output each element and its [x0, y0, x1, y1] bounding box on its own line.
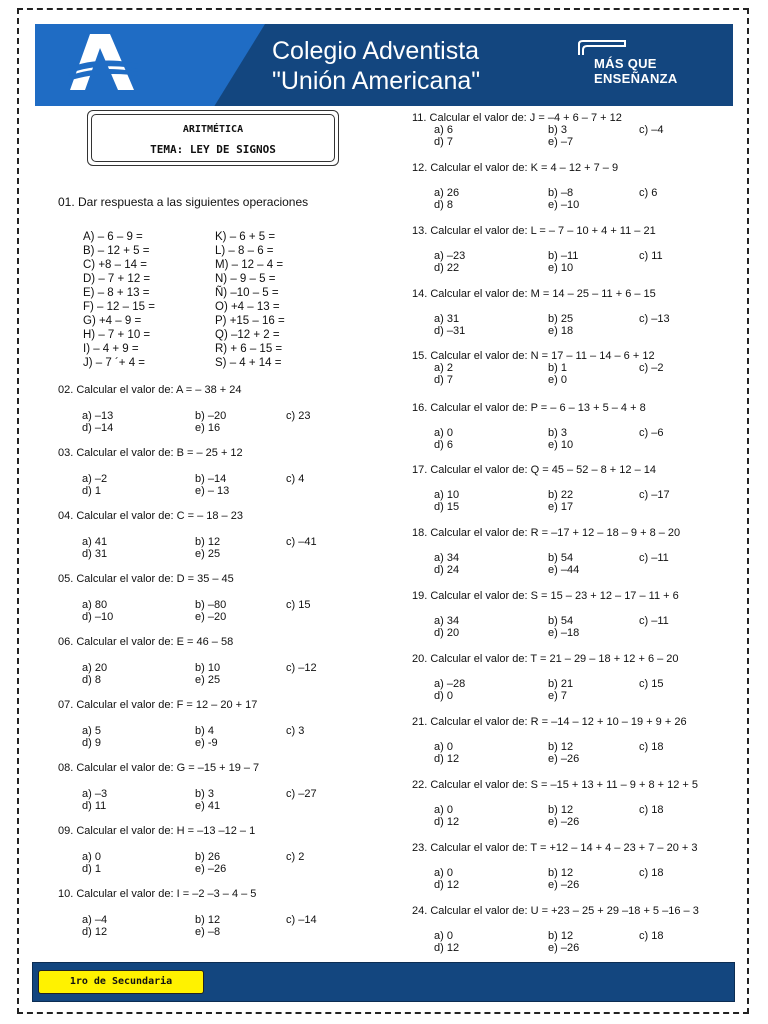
slogan	[594, 56, 678, 86]
answer-option: a) 31	[434, 313, 460, 325]
operation-item: D) – 7 + 12 =	[83, 273, 151, 285]
answer-option: b) 26	[195, 851, 221, 863]
answer-option: b) –14	[195, 473, 227, 485]
answer-option: e) –26	[548, 942, 580, 954]
answer-option: e) 7	[548, 690, 567, 702]
question-prompt: 19. Calcular el valor de: S = 15 – 23 + 12 – 17 – 11 + 6	[412, 590, 679, 602]
answer-option: b) 54	[548, 615, 574, 627]
answer-option: b) 10	[195, 662, 221, 674]
answer-option: e) 25	[195, 548, 221, 560]
answer-option: c) –11	[639, 552, 669, 564]
answer-option: a) 41	[82, 536, 108, 548]
answer-option: e) –26	[548, 879, 580, 891]
question-prompt: 17. Calcular el valor de: Q = 45 – 52 – 8 + 12 – 14	[412, 464, 656, 476]
answer-option: e) 0	[548, 374, 567, 386]
operation-item: O) +4 – 13 =	[215, 301, 280, 313]
answer-option: c) 18	[639, 867, 664, 879]
answer-option: d) 0	[434, 690, 453, 702]
answer-option: b) 12	[548, 804, 574, 816]
answer-option: c) 23	[286, 410, 311, 422]
operation-item: Ñ) –10 – 5 =	[215, 287, 279, 299]
answer-option: c) 15	[639, 678, 664, 690]
question-prompt: 18. Calcular el valor de: R = –17 + 12 – 18 – 9 + 8 – 20	[412, 527, 681, 539]
answer-option: c) –4	[639, 124, 664, 136]
answer-option: e) 18	[548, 325, 574, 337]
answer-option: d) –14	[82, 422, 114, 434]
school-logo-icon	[68, 34, 138, 92]
answer-option: b) 54	[548, 552, 574, 564]
answer-option: c) 18	[639, 930, 664, 942]
question-prompt: 08. Calcular el valor de: G = –15 + 19 – 7	[58, 762, 260, 774]
grade-label: 1ro de Secundaria	[38, 970, 204, 994]
topic-title: TEMA: LEY DE SIGNOS	[150, 143, 276, 156]
question-prompt: 16. Calcular el valor de: P = – 6 – 13 + 5 – 4 + 8	[412, 402, 646, 414]
answer-option: c) –27	[286, 788, 317, 800]
operation-item: H) – 7 + 10 =	[83, 329, 151, 341]
answer-option: d) –10	[82, 611, 114, 623]
answer-option: d) 8	[82, 674, 101, 686]
question-prompt: 09. Calcular el valor de: H = –13 –12 – 1	[58, 825, 256, 837]
answer-option: c) 18	[639, 804, 664, 816]
answer-option: b) 12	[195, 914, 221, 926]
answer-option: d) 6	[434, 439, 453, 451]
question-prompt: 05. Calcular el valor de: D = 35 – 45	[58, 573, 234, 585]
answer-option: b) 12	[195, 536, 221, 548]
operation-item: M) – 12 – 4 =	[215, 259, 284, 271]
answer-option: b) 22	[548, 489, 574, 501]
answer-option: a) –3	[82, 788, 108, 800]
answer-option: e) –26	[195, 863, 227, 875]
answer-option: e) –26	[548, 753, 580, 765]
answer-option: a) 26	[434, 187, 460, 199]
answer-option: d) 8	[434, 199, 453, 211]
operation-item: Q) –12 + 2 =	[215, 329, 280, 341]
operation-item: P) +15 – 16 =	[215, 315, 285, 327]
subject-title: ARITMÉTICA	[182, 124, 244, 135]
answer-option: b) 21	[548, 678, 574, 690]
question-prompt: 13. Calcular el valor de: L = – 7 – 10 + 4 + 11 – 21	[412, 225, 656, 237]
question-prompt: 03. Calcular el valor de: B = – 25 + 12	[58, 447, 243, 459]
answer-option: c) –2	[639, 362, 664, 374]
answer-option: c) –12	[286, 662, 317, 674]
operation-item: C) +8 – 14 =	[83, 259, 147, 271]
question-prompt: 11. Calcular el valor de: J = –4 + 6 – 7 + 12	[412, 112, 622, 124]
question-prompt: 04. Calcular el valor de: C = – 18 – 23	[58, 510, 243, 522]
operation-item: S) – 4 + 14 =	[215, 357, 282, 369]
answer-option: e) –10	[548, 199, 580, 211]
answer-option: b) –8	[548, 187, 574, 199]
answer-option: d) 22	[434, 262, 460, 274]
answer-option: c) 4	[286, 473, 305, 485]
book-icon	[577, 40, 627, 56]
answer-option: a) 0	[434, 930, 453, 942]
answer-option: d) 31	[82, 548, 108, 560]
answer-option: e) –7	[548, 136, 574, 148]
question-prompt: 23. Calcular el valor de: T = +12 – 14 + 4 – 23 + 7 – 20 + 3	[412, 842, 698, 854]
answer-option: b) 1	[548, 362, 567, 374]
answer-option: d) 12	[434, 816, 460, 828]
answer-option: e) –44	[548, 564, 580, 576]
question-prompt: 07. Calcular el valor de: F = 12 – 20 + 17	[58, 699, 258, 711]
operation-item: G) +4 – 9 =	[83, 315, 142, 327]
operation-item: L) – 8 – 6 =	[215, 245, 274, 257]
answer-option: d) 7	[434, 136, 453, 148]
answer-option: c) –41	[286, 536, 317, 548]
operation-item: A) – 6 – 9 =	[83, 231, 143, 243]
slogan-line2: ENSEÑANZA	[594, 71, 678, 86]
answer-option: e) –26	[548, 816, 580, 828]
answer-option: b) 3	[195, 788, 214, 800]
answer-option: c) –14	[286, 914, 317, 926]
answer-option: c) 6	[639, 187, 658, 199]
operation-item: K) – 6 + 5 =	[215, 231, 276, 243]
answer-option: b) 3	[548, 427, 567, 439]
answer-option: c) 15	[286, 599, 311, 611]
answer-option: b) –20	[195, 410, 227, 422]
school-name-line2: "Unión Americana"	[272, 67, 481, 95]
answer-option: e) 16	[195, 422, 221, 434]
operation-item: B) – 12 + 5 =	[83, 245, 150, 257]
answer-option: d) 15	[434, 501, 460, 513]
answer-option: d) 12	[434, 753, 460, 765]
answer-option: c) –11	[639, 615, 669, 627]
answer-option: a) –2	[82, 473, 108, 485]
answer-option: b) 25	[548, 313, 574, 325]
question-01-prompt: 01. Dar respuesta a las siguientes operaciones	[58, 195, 309, 209]
answer-option: e) –18	[548, 627, 580, 639]
answer-option: a) 5	[82, 725, 101, 737]
answer-option: a) 2	[434, 362, 453, 374]
answer-option: d) 7	[434, 374, 453, 386]
question-prompt: 21. Calcular el valor de: R = –14 – 12 + 10 – 19 + 9 + 26	[412, 716, 687, 728]
answer-option: a) –28	[434, 678, 466, 690]
question-prompt: 22. Calcular el valor de: S = –15 + 13 + 11 – 9 + 8 + 12 + 5	[412, 779, 698, 791]
question-prompt: 24. Calcular el valor de: U = +23 – 25 + 29 –18 + 5 –16 – 3	[412, 905, 699, 917]
answer-option: a) 0	[434, 427, 453, 439]
answer-option: c) 18	[639, 741, 664, 753]
answer-option: d) 1	[82, 863, 101, 875]
answer-option: c) 2	[286, 851, 305, 863]
answer-option: d) 12	[434, 879, 460, 891]
answer-option: b) 3	[548, 124, 567, 136]
answer-option: d) 24	[434, 564, 460, 576]
answer-option: b) 4	[195, 725, 214, 737]
school-name	[272, 36, 480, 96]
topic-box-inner	[91, 114, 335, 162]
answer-option: a) 0	[434, 741, 453, 753]
operation-item: N) – 9 – 5 =	[215, 273, 276, 285]
answer-option: a) 0	[434, 804, 453, 816]
answer-option: a) –4	[82, 914, 108, 926]
answer-option: a) 80	[82, 599, 108, 611]
answer-option: a) 0	[434, 867, 453, 879]
question-prompt: 12. Calcular el valor de: K = 4 – 12 + 7 – 9	[412, 162, 619, 174]
answer-option: e) 17	[548, 501, 574, 513]
answer-option: e) 41	[195, 800, 221, 812]
answer-option: e) 10	[548, 439, 574, 451]
answer-option: c) –17	[639, 489, 670, 501]
answer-option: a) 6	[434, 124, 453, 136]
question-prompt: 20. Calcular el valor de: T = 21 – 29 – 18 + 12 + 6 – 20	[412, 653, 679, 665]
question-prompt: 02. Calcular el valor de: A = – 38 + 24	[58, 384, 242, 396]
answer-option: c) –6	[639, 427, 664, 439]
answer-option: a) –13	[82, 410, 114, 422]
question-prompt: 06. Calcular el valor de: E = 46 – 58	[58, 636, 234, 648]
answer-option: d) 20	[434, 627, 460, 639]
operation-item: E) – 8 + 13 =	[83, 287, 150, 299]
answer-option: e) -9	[195, 737, 218, 749]
answer-option: a) 34	[434, 615, 460, 627]
answer-option: e) –8	[195, 926, 221, 938]
answer-option: c) –13	[639, 313, 670, 325]
question-prompt: 10. Calcular el valor de: I = –2 –3 – 4 – 5	[58, 888, 257, 900]
answer-option: d) 12	[82, 926, 108, 938]
answer-option: d) 9	[82, 737, 101, 749]
answer-option: d) 1	[82, 485, 101, 497]
topic-box	[87, 110, 339, 166]
answer-option: d) 11	[82, 800, 107, 812]
answer-option: a) 0	[82, 851, 101, 863]
answer-option: a) 10	[434, 489, 460, 501]
question-prompt: 15. Calcular el valor de: N = 17 – 11 – 14 – 6 + 12	[412, 350, 655, 362]
answer-option: a) –23	[434, 250, 466, 262]
operation-item: J) – 7 ´+ 4 =	[83, 357, 146, 369]
answer-option: b) 12	[548, 867, 574, 879]
answer-option: b) –80	[195, 599, 227, 611]
operation-item: F) – 12 – 15 =	[83, 301, 155, 313]
answer-option: b) 12	[548, 741, 574, 753]
answer-option: a) 20	[82, 662, 108, 674]
answer-option: e) 10	[548, 262, 574, 274]
answer-option: b) 12	[548, 930, 574, 942]
answer-option: c) 11	[639, 250, 663, 262]
operation-item: I) – 4 + 9 =	[83, 343, 139, 355]
answer-option: e) –20	[195, 611, 227, 623]
operation-item: R) + 6 – 15 =	[215, 343, 283, 355]
answer-option: e) – 13	[195, 485, 230, 497]
answer-option: b) –11	[548, 250, 579, 262]
answer-option: c) 3	[286, 725, 305, 737]
question-prompt: 14. Calcular el valor de: M = 14 – 25 – 11 + 6 – 15	[412, 288, 656, 300]
slogan-line1: MÁS QUE	[594, 56, 657, 71]
answer-option: d) –31	[434, 325, 466, 337]
school-name-line1: Colegio Adventista	[272, 37, 480, 65]
answer-option: a) 34	[434, 552, 460, 564]
answer-option: e) 25	[195, 674, 221, 686]
answer-option: d) 12	[434, 942, 460, 954]
